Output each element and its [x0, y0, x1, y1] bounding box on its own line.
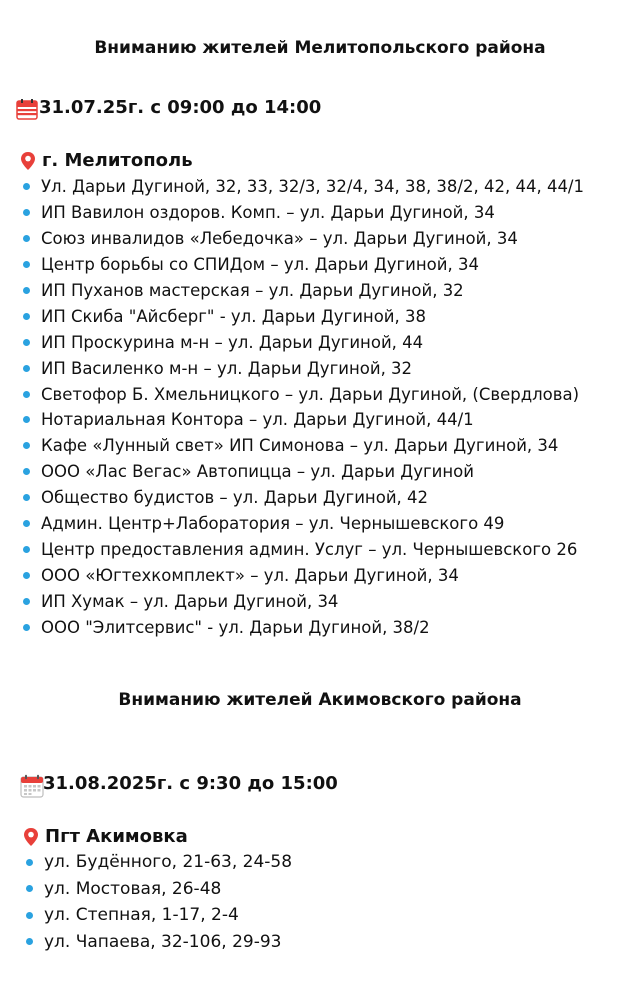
list-item	[23, 174, 584, 200]
bullet-icon	[23, 287, 30, 294]
bullet-icon	[26, 912, 33, 919]
section2-heading: Вниманию жителей Акимовского района	[118, 690, 522, 710]
list-item	[23, 278, 584, 304]
list-item	[23, 485, 584, 511]
bullet-icon	[23, 572, 30, 579]
section1-place: г. Мелитополь	[42, 150, 193, 171]
list-item-text: Ул. Дарьи Дугиной, 32, 33, 32/3, 32/4, 34, 38, 38/2, 42, 44, 44/1	[41, 177, 584, 197]
bullet-icon	[23, 494, 30, 501]
calendar-icon	[20, 774, 40, 794]
list-item	[26, 902, 292, 929]
bullet-icon	[23, 365, 30, 372]
list-item-text: ООО «Лас Вегас» Автопицца – ул. Дарьи Дугиной	[41, 462, 474, 482]
bullet-icon	[23, 546, 30, 553]
list-item	[23, 536, 584, 562]
bullet-icon	[23, 468, 30, 475]
list-item-text: Кафе «Лунный свет» ИП Симонова – ул. Дарьи Дугиной, 34	[41, 436, 559, 456]
list-item	[23, 303, 584, 329]
list-item-text: ИП Скиба "Айсберг" - ул. Дарьи Дугиной, 38	[41, 306, 427, 326]
list-item-text: ИП Хумак – ул. Дарьи Дугиной, 34	[41, 591, 339, 611]
list-item	[23, 433, 584, 459]
section2-place-line	[23, 826, 188, 847]
list-item	[23, 511, 584, 537]
bullet-icon	[23, 261, 30, 268]
bullet-icon	[23, 183, 30, 190]
section1-date: 31.07.25г. с 09:00 до 14:00	[39, 97, 322, 118]
list-item-text: Центр борьбы со СПИДом – ул. Дарьи Дугиной, 34	[41, 255, 479, 275]
list-item	[26, 849, 292, 876]
list-item	[23, 200, 584, 226]
list-item	[23, 614, 584, 640]
bullet-icon	[23, 391, 30, 398]
list-item	[23, 459, 584, 485]
list-item-text: Нотариальная Контора – ул. Дарьи Дугиной, 44/1	[41, 410, 474, 430]
bullet-icon	[23, 209, 30, 216]
bullet-icon	[26, 938, 33, 945]
list-item	[23, 562, 584, 588]
bullet-icon	[23, 235, 30, 242]
bullet-icon	[26, 885, 33, 892]
section1-date-line	[16, 97, 321, 118]
list-item	[23, 252, 584, 278]
list-item-text: ул. Будённого, 21-63, 24-58	[44, 852, 293, 873]
section1-heading: Вниманию жителей Мелитопольского района	[94, 38, 546, 58]
list-item-text: ИП Пуханов мастерская – ул. Дарьи Дугиной, 32	[41, 281, 464, 300]
list-item	[23, 407, 584, 433]
list-item-text: ИП Вавилон оздоров. Комп. – ул. Дарьи Дугиной, 34	[41, 203, 495, 223]
bullet-icon	[23, 442, 30, 449]
list-item	[26, 876, 292, 903]
list-item-text: Общество будистов – ул. Дарьи Дугиной, 42	[41, 488, 429, 508]
list-item-text: Центр предоставления админ. Услуг – ул. Чернышевского 26	[41, 539, 578, 559]
list-item-text: Светофор Б. Хмельницкого – ул. Дарьи Дугиной, (Свердлова)	[41, 384, 580, 404]
location-pin-icon	[20, 151, 36, 171]
list-item	[23, 381, 584, 407]
list-item	[26, 929, 292, 956]
section2-date-line	[20, 773, 338, 794]
list-item-text: ул. Чапаева, 32-106, 29-93	[44, 931, 282, 952]
list-item	[23, 329, 584, 355]
list-item	[23, 588, 584, 614]
location-pin-icon	[23, 827, 39, 847]
bullet-icon	[23, 624, 30, 631]
section2-place: Пгт Акимовка	[45, 826, 188, 847]
bullet-icon	[23, 313, 30, 320]
list-item-text: ООО "Элитсервис" - ул. Дарьи Дугиной, 38/2	[41, 617, 430, 637]
bullet-icon	[26, 859, 33, 866]
list-item-text: ул. Мостовая, 26-48	[44, 878, 222, 899]
section1-address-list	[23, 174, 584, 640]
list-item-text: ООО «Югтехкомплект» – ул. Дарьи Дугиной, 34	[41, 565, 459, 585]
bullet-icon	[23, 520, 30, 527]
bullet-icon	[23, 598, 30, 605]
list-item-text: ул. Степная, 1-17, 2-4	[44, 905, 239, 926]
list-item-text: Админ. Центр+Лаборатория – ул. Чернышевского 49	[41, 514, 505, 534]
section2-address-list	[26, 849, 292, 955]
bullet-icon	[23, 416, 30, 423]
section2-date: 31.08.2025г. с 9:30 до 15:00	[43, 773, 338, 794]
list-item-text: ИП Василенко м-н – ул. Дарьи Дугиной, 32	[41, 358, 413, 378]
list-item	[23, 226, 584, 252]
section1-place-line	[20, 150, 193, 171]
bullet-icon	[23, 339, 30, 346]
list-item-text: Союз инвалидов «Лебедочка» – ул. Дарьи Дугиной, 34	[41, 229, 518, 249]
list-item-text: ИП Проскурина м-н – ул. Дарьи Дугиной, 44	[41, 332, 424, 352]
calendar-icon	[16, 98, 36, 118]
list-item	[23, 355, 584, 381]
